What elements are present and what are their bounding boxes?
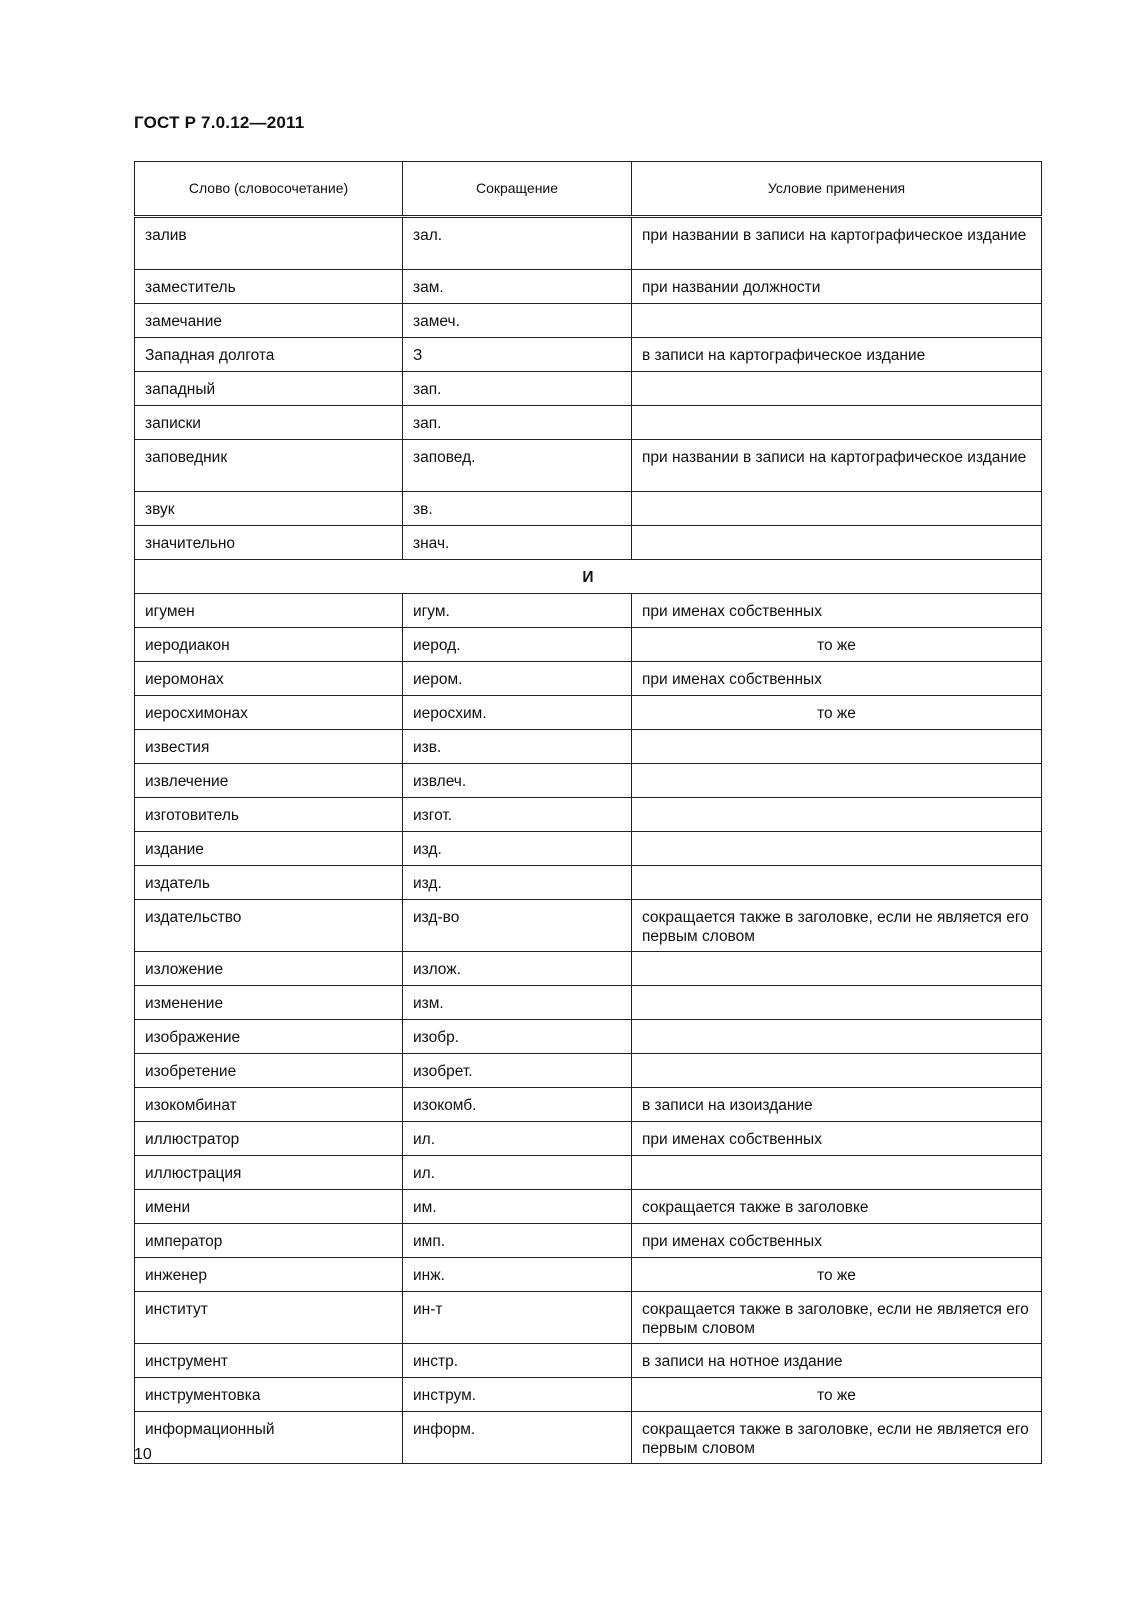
cell-condition: при именах собственных (632, 594, 1042, 628)
cell-abbreviation: изд. (403, 866, 632, 900)
cell-abbreviation: имп. (403, 1224, 632, 1258)
cell-abbreviation: иеросхим. (403, 696, 632, 730)
table-row (135, 1344, 1042, 1378)
cell-condition (632, 372, 1042, 406)
cell-abbreviation: З (403, 338, 632, 372)
cell-condition: сокращается также в заголовке (632, 1190, 1042, 1224)
column-header-abbreviation: Сокращение (403, 162, 632, 217)
table-row (135, 798, 1042, 832)
cell-word: имени (135, 1190, 403, 1224)
cell-abbreviation: изд-во (403, 900, 632, 952)
cell-abbreviation: изобрет. (403, 1054, 632, 1088)
cell-word: инструмент (135, 1344, 403, 1378)
section-letter-row (135, 560, 1042, 594)
cell-word: издание (135, 832, 403, 866)
cell-condition: при названии должности (632, 270, 1042, 304)
document-code-header: ГОСТ Р 7.0.12—2011 (134, 113, 305, 132)
cell-word: иеросхимонах (135, 696, 403, 730)
cell-word: иеромонах (135, 662, 403, 696)
cell-word: изложение (135, 952, 403, 986)
cell-abbreviation: иером. (403, 662, 632, 696)
cell-word: иеродиакон (135, 628, 403, 662)
cell-condition: то же (632, 696, 1042, 730)
cell-condition (632, 526, 1042, 560)
cell-condition: сокращается также в заголовке, если не является его первым словом (632, 1412, 1042, 1464)
cell-abbreviation: изгот. (403, 798, 632, 832)
table-row (135, 696, 1042, 730)
table-row (135, 866, 1042, 900)
cell-word: заповедник (135, 440, 403, 492)
table-row (135, 986, 1042, 1020)
cell-condition (632, 492, 1042, 526)
cell-condition (632, 764, 1042, 798)
table-row (135, 338, 1042, 372)
cell-word: заместитель (135, 270, 403, 304)
cell-word: Западная долгота (135, 338, 403, 372)
cell-abbreviation: ил. (403, 1122, 632, 1156)
cell-abbreviation: изобр. (403, 1020, 632, 1054)
cell-word: изображение (135, 1020, 403, 1054)
cell-condition (632, 798, 1042, 832)
table-row (135, 900, 1042, 952)
cell-abbreviation: ил. (403, 1156, 632, 1190)
cell-abbreviation: замеч. (403, 304, 632, 338)
table-row (135, 1292, 1042, 1344)
table-row (135, 1020, 1042, 1054)
cell-word: изготовитель (135, 798, 403, 832)
table-row (135, 492, 1042, 526)
cell-word: извлечение (135, 764, 403, 798)
cell-abbreviation: инструм. (403, 1378, 632, 1412)
cell-condition: то же (632, 1258, 1042, 1292)
table-row (135, 628, 1042, 662)
table-row (135, 1258, 1042, 1292)
table-row (135, 1412, 1042, 1464)
cell-condition: при названии в записи на картографическое издание (632, 217, 1042, 270)
cell-word: значительно (135, 526, 403, 560)
cell-condition (632, 832, 1042, 866)
table-row (135, 662, 1042, 696)
cell-condition: в записи на изоиздание (632, 1088, 1042, 1122)
section-letter: И (135, 560, 1042, 594)
cell-abbreviation: иерод. (403, 628, 632, 662)
table-row (135, 304, 1042, 338)
table-row (135, 440, 1042, 492)
cell-abbreviation: зам. (403, 270, 632, 304)
cell-word: иллюстрация (135, 1156, 403, 1190)
cell-word: игумен (135, 594, 403, 628)
cell-abbreviation: ин-т (403, 1292, 632, 1344)
cell-condition: сокращается также в заголовке, если не является его первым словом (632, 900, 1042, 952)
cell-condition: при именах собственных (632, 662, 1042, 696)
cell-word: известия (135, 730, 403, 764)
table-row (135, 1224, 1042, 1258)
table-row (135, 764, 1042, 798)
table-row (135, 372, 1042, 406)
cell-abbreviation: им. (403, 1190, 632, 1224)
cell-word: издательство (135, 900, 403, 952)
cell-abbreviation: игум. (403, 594, 632, 628)
table-row (135, 270, 1042, 304)
cell-word: инженер (135, 1258, 403, 1292)
cell-abbreviation: изм. (403, 986, 632, 1020)
cell-condition: при названии в записи на картографическое издание (632, 440, 1042, 492)
table-body (135, 217, 1042, 1464)
cell-word: замечание (135, 304, 403, 338)
cell-abbreviation: инстр. (403, 1344, 632, 1378)
cell-condition (632, 1054, 1042, 1088)
cell-condition (632, 1020, 1042, 1054)
cell-abbreviation: изд. (403, 832, 632, 866)
page-number: 10 (134, 1446, 152, 1463)
cell-abbreviation: зал. (403, 217, 632, 270)
table-row (135, 1190, 1042, 1224)
table-row (135, 832, 1042, 866)
cell-word: записки (135, 406, 403, 440)
cell-word: иллюстратор (135, 1122, 403, 1156)
cell-abbreviation: извлеч. (403, 764, 632, 798)
cell-condition (632, 986, 1042, 1020)
cell-word: инструментовка (135, 1378, 403, 1412)
cell-condition: в записи на нотное издание (632, 1344, 1042, 1378)
table-row (135, 1122, 1042, 1156)
cell-condition: при именах собственных (632, 1122, 1042, 1156)
cell-abbreviation: зв. (403, 492, 632, 526)
cell-abbreviation: заповед. (403, 440, 632, 492)
cell-condition (632, 304, 1042, 338)
cell-word: информационный (135, 1412, 403, 1464)
column-header-condition: Условие применения (632, 162, 1042, 217)
cell-condition: в записи на картографическое издание (632, 338, 1042, 372)
cell-word: изокомбинат (135, 1088, 403, 1122)
cell-condition: сокращается также в заголовке, если не является его первым словом (632, 1292, 1042, 1344)
cell-abbreviation: информ. (403, 1412, 632, 1464)
column-header-word: Слово (словосочетание) (135, 162, 403, 217)
cell-abbreviation: излож. (403, 952, 632, 986)
cell-word: западный (135, 372, 403, 406)
cell-condition (632, 406, 1042, 440)
table-row (135, 1378, 1042, 1412)
cell-word: звук (135, 492, 403, 526)
table-row (135, 952, 1042, 986)
table-row (135, 1088, 1042, 1122)
cell-condition: при именах собственных (632, 1224, 1042, 1258)
cell-word: залив (135, 217, 403, 270)
cell-abbreviation: инж. (403, 1258, 632, 1292)
cell-word: император (135, 1224, 403, 1258)
abbreviations-table (134, 161, 1042, 1464)
cell-abbreviation: изокомб. (403, 1088, 632, 1122)
table-row (135, 730, 1042, 764)
cell-condition (632, 1156, 1042, 1190)
cell-condition (632, 730, 1042, 764)
cell-word: издатель (135, 866, 403, 900)
cell-condition (632, 866, 1042, 900)
table-row (135, 406, 1042, 440)
cell-condition: то же (632, 1378, 1042, 1412)
table-row (135, 217, 1042, 270)
cell-abbreviation: зап. (403, 406, 632, 440)
table-row (135, 594, 1042, 628)
table-row (135, 1156, 1042, 1190)
cell-abbreviation: знач. (403, 526, 632, 560)
table-row (135, 526, 1042, 560)
cell-word: институт (135, 1292, 403, 1344)
cell-word: изменение (135, 986, 403, 1020)
cell-abbreviation: зап. (403, 372, 632, 406)
cell-condition: то же (632, 628, 1042, 662)
table-header-row (135, 162, 1042, 217)
cell-condition (632, 952, 1042, 986)
cell-abbreviation: изв. (403, 730, 632, 764)
cell-word: изобретение (135, 1054, 403, 1088)
table-row (135, 1054, 1042, 1088)
